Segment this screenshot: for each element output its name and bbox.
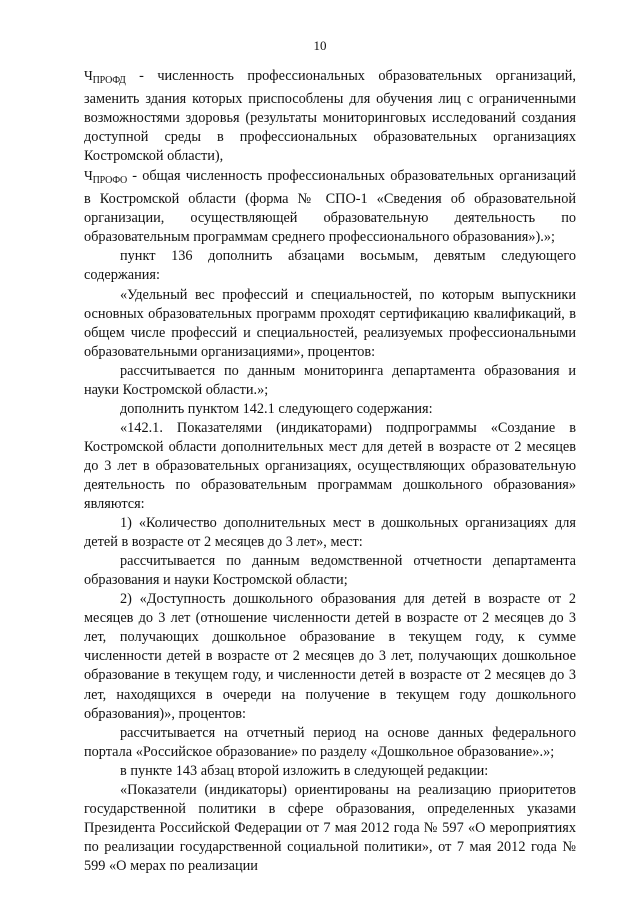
paragraph: в пункте 143 абзац второй изложить в следующей редакции: xyxy=(120,762,489,779)
paragraph: дополнить пунктом 142.1 следующего содержания: xyxy=(120,400,433,417)
paragraph: рассчитывается на отчетный период на основе данных федерального портала «Российское образование» по разделу «Дошкольное образование».»; xyxy=(84,724,576,760)
paragraph-definition-ch-profd xyxy=(84,66,576,166)
document-body xyxy=(84,66,576,876)
paragraph: рассчитывается по данным мониторинга департамента образования и науки Костромской области.»; xyxy=(84,362,576,398)
paragraph: 2) «Доступность дошкольного образования для детей в возрасте от 2 месяцев до 3 лет (отношение численности детей в возрасте от 2 месяцев до 3 лет, получающих дошкольное образование в текущем году, к сумме численности детей в возрасте от 2 месяцев до 3 лет, получающих дошкольное образование в текущем году, и численности детей в возрасте от 2 месяцев до 3 лет, находящихся в очереди на получение в текущем году дошкольного образования)», процентов: xyxy=(84,591,576,722)
paragraph-text: - общая численность профессиональных образовательных организаций в Костромской области (форма № СПО-1 «Сведения об образовательной организации, осуществляющей образовательную деятельность по образовательным программам среднего профессионального образования»).»; xyxy=(84,168,576,246)
paragraph: рассчитывается по данным ведомственной отчетности департамента образования и науки Костромской области; xyxy=(84,553,576,589)
paragraph-definition-ch-profo xyxy=(84,166,576,247)
math-symbol: $Ч_{ПРОФД}$ xyxy=(84,68,126,86)
paragraph-text: - численность профессиональных образовательных организаций, заменить здания которых приспособлены для обучения лиц с ограниченными возможностями здоровья (результаты мониторинговых исследований создания доступной среды в профессиональных образовательных организациях Костромской области), xyxy=(84,68,576,165)
paragraph: пункт 136 дополнить абзацами восьмым, девятым следующего содержания: xyxy=(84,248,576,284)
math-symbol: $Ч_{ПРОФО}$ xyxy=(84,168,128,187)
paragraph: «142.1. Показателями (индикаторами) подпрограммы «Создание в Костромской области дополнительных мест для детей в возрасте от 2 месяцев до 3 лет в образовательных организациях, осуществляющих образовательную деятельность по образовательным программам дошкольного образования» являются: xyxy=(84,419,576,513)
page-number: 10 xyxy=(313,38,327,53)
paragraph: «Показатели (индикаторы) ориентированы на реализацию приоритетов государственной политики в сфере образования, определенных указами Президента Российской Федерации от 7 мая 2012 года № 597 «О мероприятиях по реализации государственной социальной политики», от 7 мая 2012 года № 599 «О мерах по реализации xyxy=(84,781,576,874)
paragraph: 1) «Количество дополнительных мест в дошкольных организациях для детей в возрасте от 2 месяцев до 3 лет», мест: xyxy=(84,515,576,551)
paragraph: «Удельный вес профессий и специальностей, по которым выпускники основных образовательных программ проходят сертификацию квалификаций, в общем числе профессий и специальностей, реализуемых профессиональными образовательными организациями», процентов: xyxy=(84,286,576,360)
